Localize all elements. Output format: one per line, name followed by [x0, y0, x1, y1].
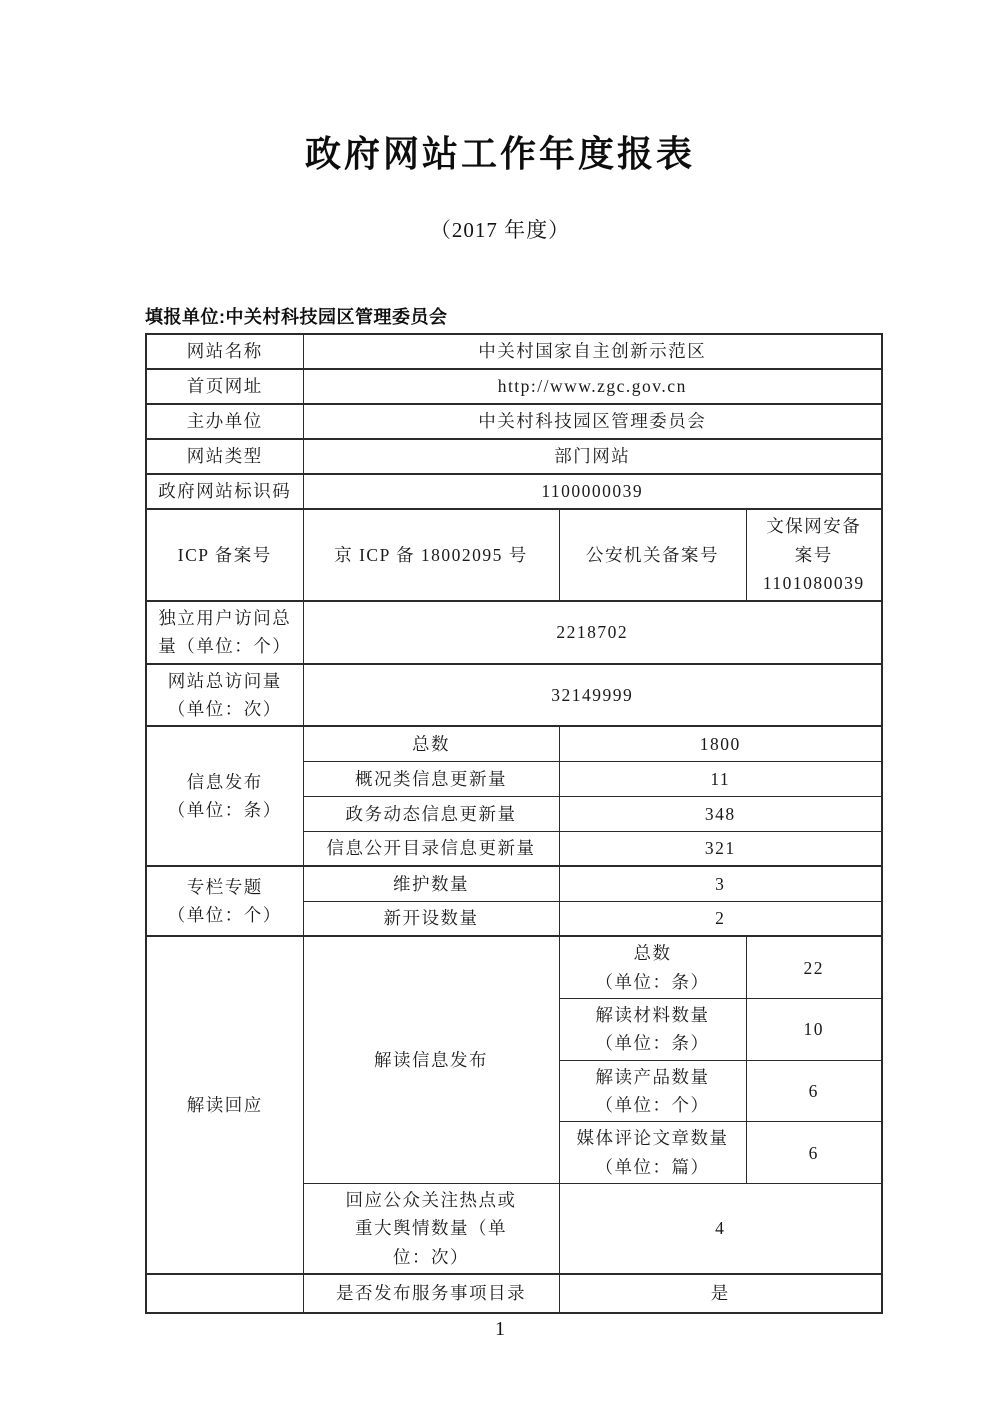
service-catalog-label: 是否发布服务事项目录	[303, 1274, 559, 1313]
interpret-media-unit: （单位：篇）	[595, 1156, 710, 1177]
row-info-release-total	[146, 726, 882, 761]
info-release-group-cell	[146, 726, 303, 866]
interpret-total-label: 总数	[633, 943, 672, 964]
special-topics-group-label: 专栏专题	[186, 877, 263, 898]
icp-label: ICP 备案号	[146, 509, 303, 601]
interpret-total-value: 22	[746, 936, 882, 998]
site-type-value: 部门网站	[303, 439, 882, 474]
row-service-catalog	[146, 1274, 882, 1313]
row-organizer	[146, 404, 882, 439]
interpret-products-value: 6	[746, 1060, 882, 1122]
special-topics-group-cell	[146, 866, 303, 936]
special-topics-maintain-label: 维护数量	[303, 866, 559, 901]
total-visits-label: 网站总访问量（单位：次）	[146, 664, 303, 727]
document-subtitle: （2017 年度）	[429, 218, 571, 242]
special-topics-new-label: 新开设数量	[303, 901, 559, 936]
service-catalog-value: 是	[559, 1274, 882, 1313]
special-topics-maintain-value: 3	[559, 866, 882, 901]
police-filing-label: 公安机关备案号	[559, 509, 746, 601]
organizer-value: 中关村科技园区管理委员会	[303, 404, 882, 439]
home-url-label: 首页网址	[146, 369, 303, 404]
row-icp	[146, 509, 882, 601]
row-home-url	[146, 369, 882, 404]
interpret-response-group-label: 解读回应	[146, 936, 303, 1274]
unique-visitors-value: 2218702	[303, 601, 882, 664]
row-site-type	[146, 439, 882, 474]
site-name-value: 中关村国家自主创新示范区	[303, 334, 882, 369]
home-url-value: http://www.zgc.gov.cn	[303, 369, 882, 404]
info-release-catalog-label: 信息公开目录信息更新量	[303, 831, 559, 866]
interpret-materials-value: 10	[746, 999, 882, 1061]
hot-response-label-cell	[303, 1184, 559, 1275]
interpret-total-cell	[559, 936, 746, 998]
row-total-visits	[146, 664, 882, 727]
interpret-media-label: 媒体评论文章数量	[576, 1128, 729, 1149]
hot-response-label: 回应公众关注热点或重大舆情数量（单位：次）	[345, 1190, 517, 1267]
row-unique-visitors	[146, 601, 882, 664]
site-code-label: 政府网站标识码	[146, 474, 303, 509]
info-release-overview-label: 概况类信息更新量	[303, 761, 559, 796]
interpret-products-unit: （单位：个）	[595, 1095, 710, 1116]
special-topics-group-unit: （单位：个）	[167, 905, 282, 926]
row-site-code	[146, 474, 882, 509]
interpret-products-label: 解读产品数量	[595, 1066, 710, 1087]
hot-response-value: 4	[559, 1184, 882, 1275]
document-title: 政府网站工作年度报表	[304, 133, 695, 174]
info-release-catalog-value: 321	[559, 831, 882, 866]
interpret-release-label: 解读信息发布	[303, 936, 559, 1183]
interpret-materials-cell	[559, 999, 746, 1061]
organizer-label: 主办单位	[146, 404, 303, 439]
page-number: 1	[495, 1318, 505, 1340]
interpret-media-cell	[559, 1122, 746, 1184]
interpret-products-cell	[559, 1060, 746, 1122]
info-release-overview-value: 11	[559, 761, 882, 796]
site-name-label: 网站名称	[146, 334, 303, 369]
row-interpret-total	[146, 936, 882, 998]
total-visits-value: 32149999	[303, 664, 882, 727]
interpret-materials-label: 解读材料数量	[595, 1005, 710, 1026]
security-filing-number: 1101080039	[762, 573, 865, 594]
unique-visitors-label: 独立用户访问总量（单位：个）	[146, 601, 303, 664]
site-code-value: 1100000039	[303, 474, 882, 509]
info-release-total-value: 1800	[559, 726, 882, 761]
site-type-label: 网站类型	[146, 439, 303, 474]
interpret-materials-unit: （单位：条）	[595, 1033, 710, 1054]
interpret-media-value: 6	[746, 1122, 882, 1184]
info-release-total-label: 总数	[303, 726, 559, 761]
service-catalog-empty-cell	[146, 1274, 303, 1313]
special-topics-new-value: 2	[559, 901, 882, 936]
info-release-group-label: 信息发布	[186, 772, 263, 793]
info-release-dynamics-value: 348	[559, 796, 882, 831]
security-filing-cell	[746, 509, 882, 601]
info-release-dynamics-label: 政务动态信息更新量	[303, 796, 559, 831]
row-site-name	[146, 334, 882, 369]
reporting-unit-line: 填报单位:中关村科技园区管理委员会	[145, 307, 448, 327]
annual-report-table	[145, 333, 883, 1314]
row-special-topics-maintain	[146, 866, 882, 901]
interpret-total-unit: （单位：条）	[595, 971, 710, 992]
security-filing-label: 文保网安备案号	[766, 516, 862, 565]
icp-number: 京 ICP 备 18002095 号	[303, 509, 559, 601]
info-release-group-unit: （单位：条）	[167, 800, 282, 821]
